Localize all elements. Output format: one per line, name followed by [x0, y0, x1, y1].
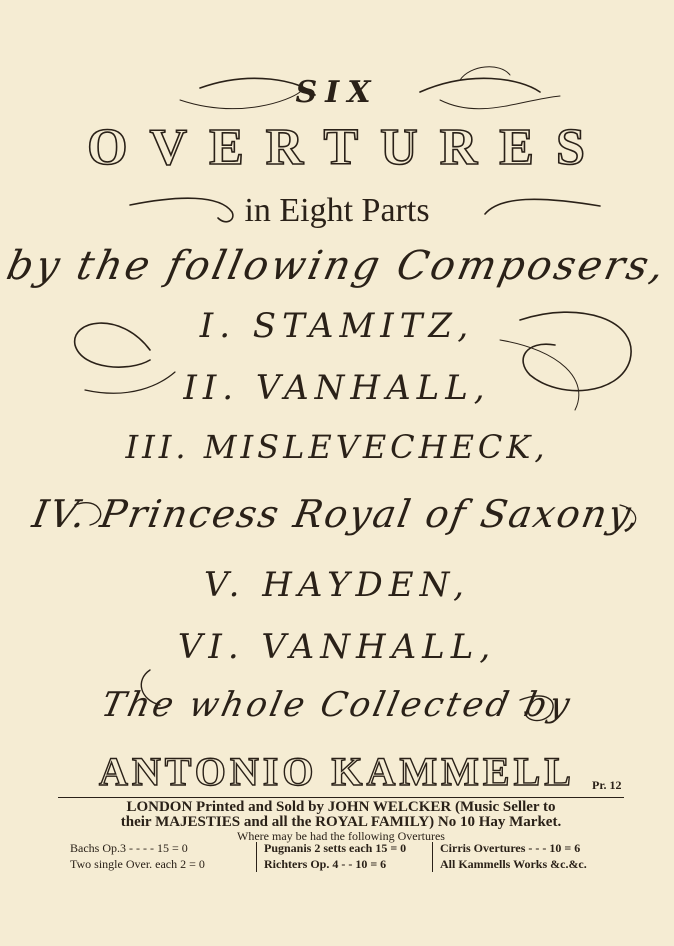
imprint-line-2: their MAJESTIES and all the ROYAL FAMILY) No 10 Hay Market.: [120, 814, 562, 830]
collected-by: The whole Collected by: [97, 685, 577, 725]
divider-top: [58, 797, 624, 798]
composer-5: V. HAYDEN,: [204, 565, 470, 605]
imprint-line-1: LONDON Printed and Sold by JOHN WELCKER (Music Seller to: [126, 799, 556, 815]
catalog-entry: Richters Op. 4 - - 10 = 6: [264, 857, 387, 871]
composer-4: IV. Princess Royal of Saxony,: [29, 492, 645, 536]
catalog-entry: Pugnanis 2 setts each 15 = 0: [264, 841, 407, 855]
catalog-entry: All Kammells Works &c.&c.: [440, 857, 587, 871]
catalog-entry: Bachs Op.3 - - - - 15 = 0: [70, 841, 188, 855]
catalog-column-3: [440, 840, 587, 872]
composer-2: II. VANHALL,: [183, 368, 491, 408]
catalog-column-1: [70, 840, 205, 872]
column-divider: [432, 842, 433, 872]
catalog-column-2: [264, 840, 406, 872]
composer-3: III. MISLEVECHECK,: [125, 428, 549, 466]
editor-name: ANTONIO KAMMELL: [99, 749, 575, 794]
price: Pr. 12: [592, 778, 622, 792]
title-overtures: OVERTURES: [87, 119, 607, 176]
column-divider: [256, 842, 257, 872]
title-six: SIX: [295, 75, 379, 110]
catalog-entry: Cirris Overtures - - - 10 = 6: [440, 841, 581, 855]
subtitle-eight-parts: in Eight Parts: [244, 192, 430, 229]
subtitle-composers: by the following Composers,: [2, 243, 672, 289]
catalog-entry: Two single Over. each 2 = 0: [70, 857, 205, 871]
imprint-line-3: Where may be had the following Overtures: [237, 829, 445, 843]
composer-6: VI. VANHALL,: [177, 627, 497, 667]
composer-1: I. STAMITZ,: [199, 306, 475, 346]
